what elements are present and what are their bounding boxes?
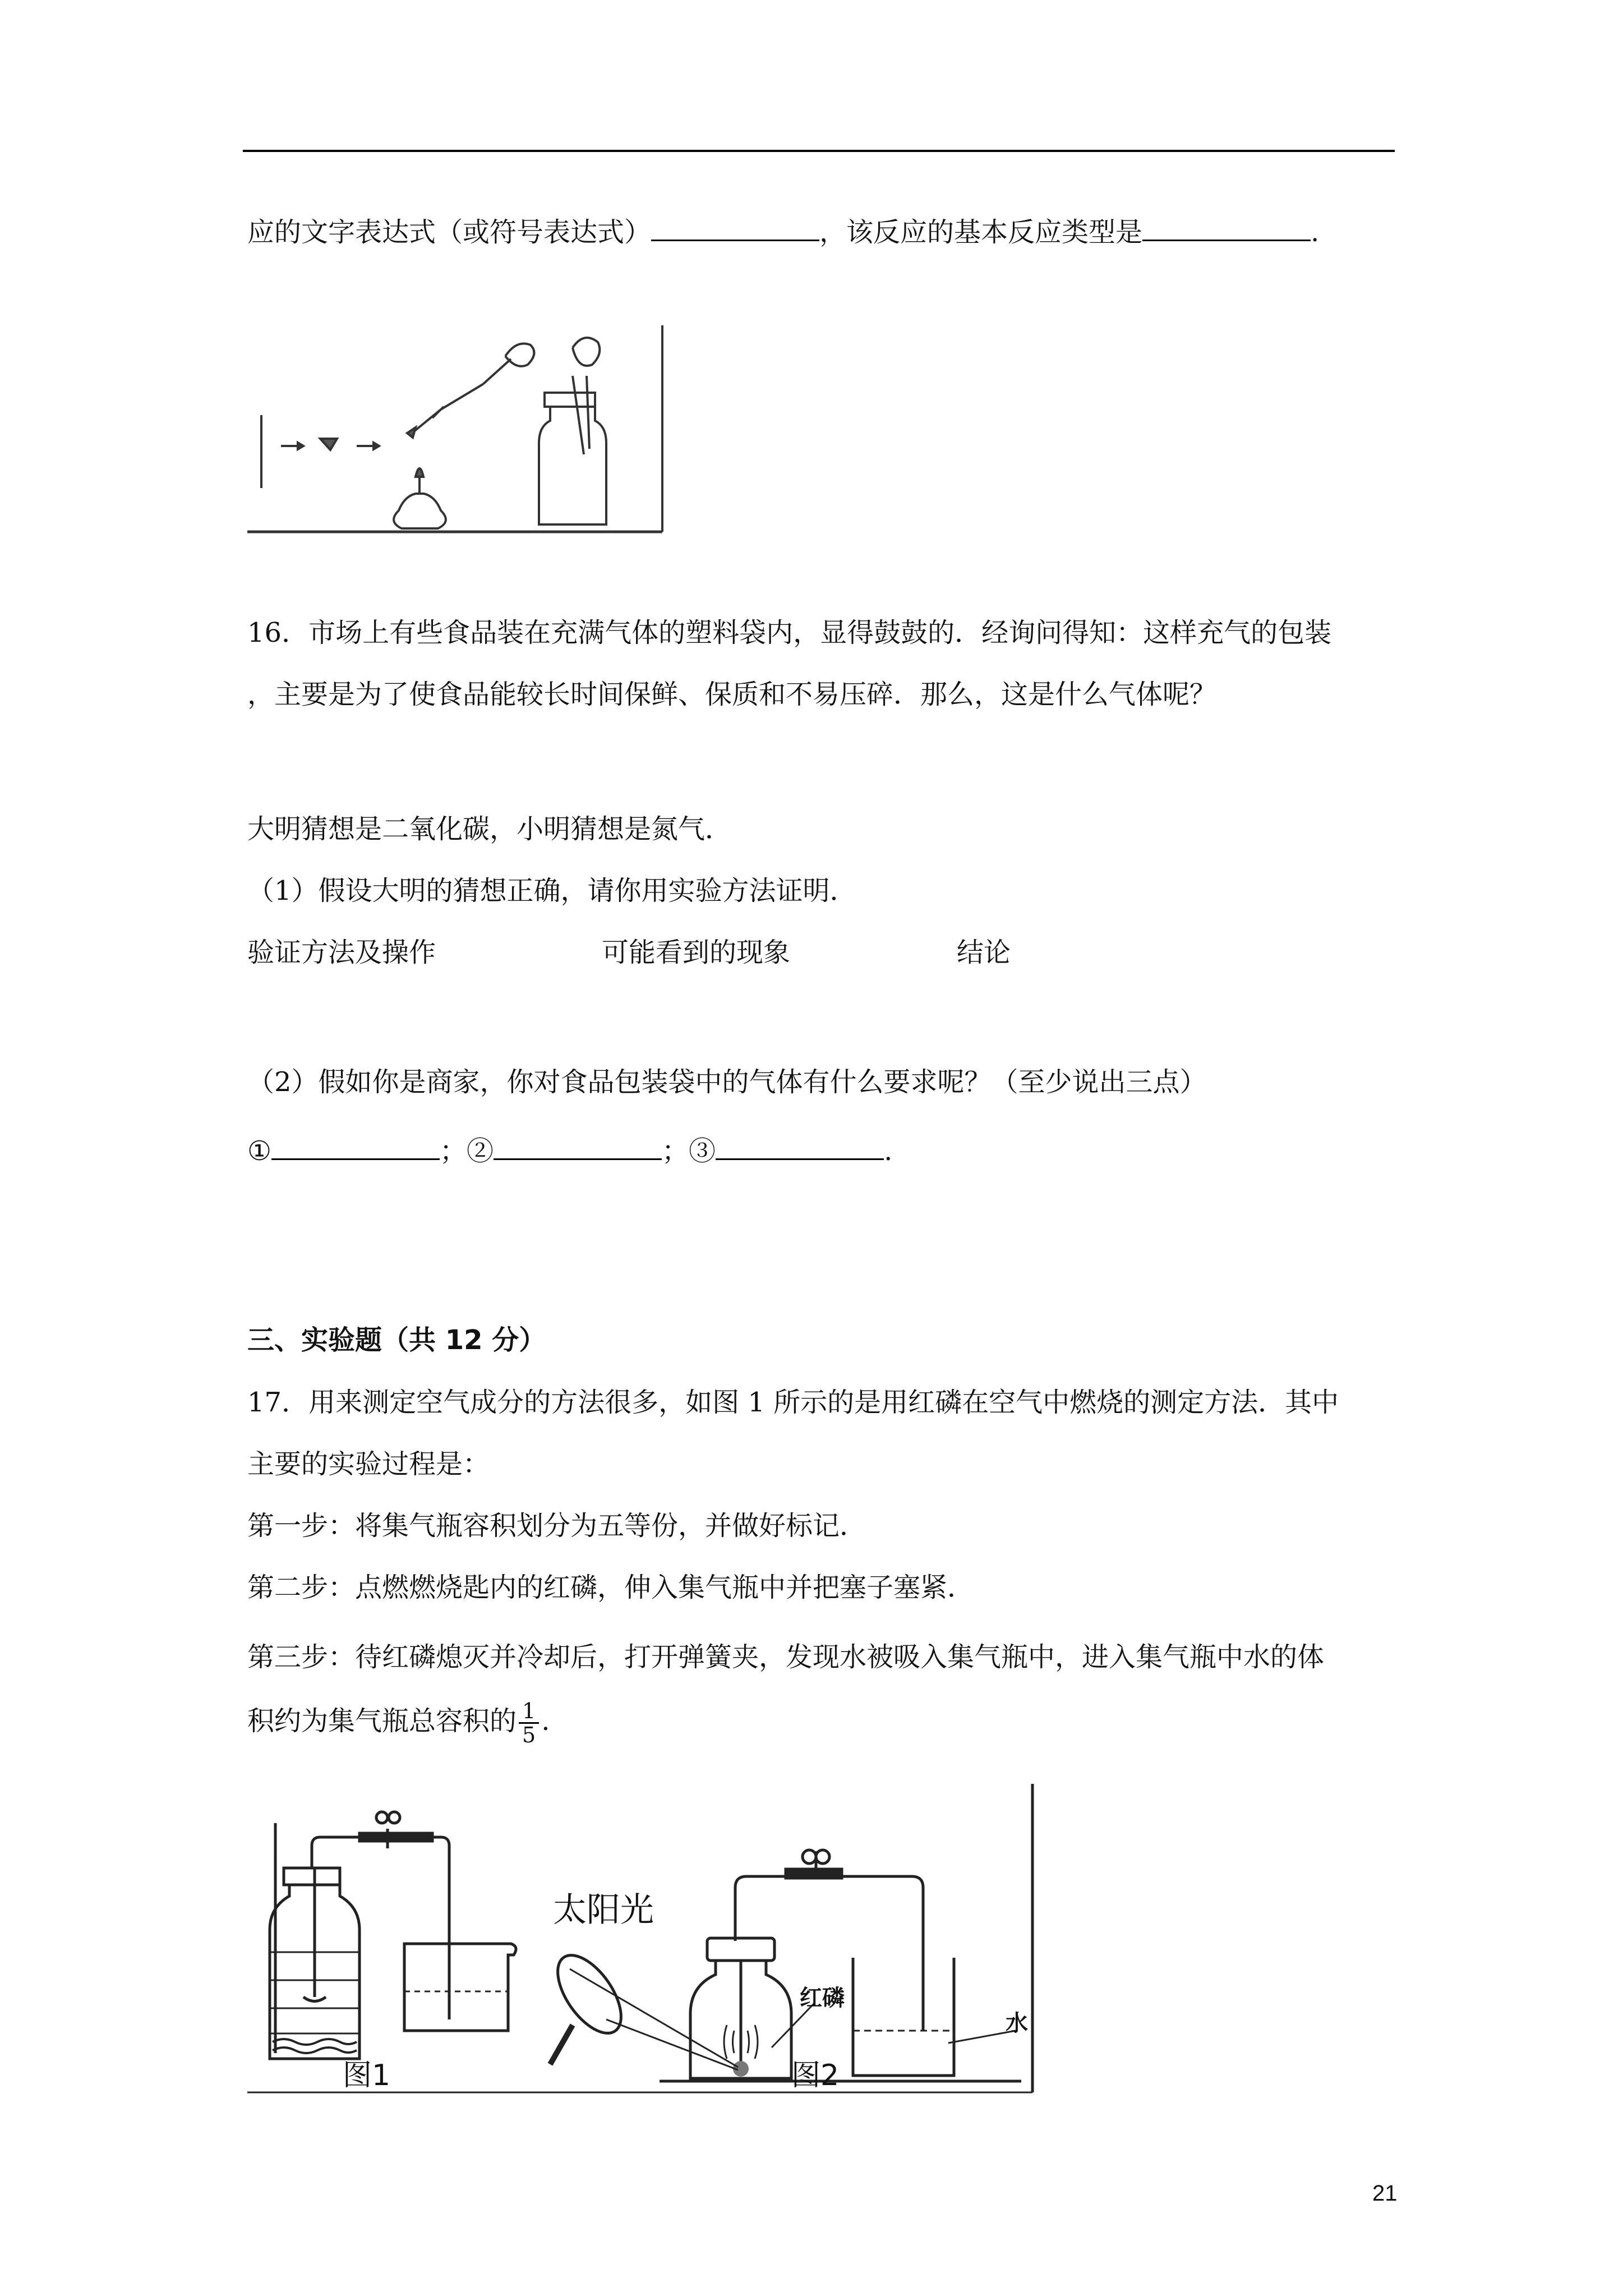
answer-end: . (884, 1135, 893, 1167)
combustion-figure (247, 325, 665, 539)
q16-line3: 大明猜想是二氧化碳，小明猜想是氮气． (247, 813, 732, 845)
fraction-one-fifth (519, 1700, 539, 1746)
q16-line4: （1）假设大明的猜想正确，请你用实验方法证明． (247, 875, 857, 907)
page-number: 21 (1372, 2181, 1398, 2206)
q17-line1: 17．用来测定空气成分的方法很多，如图 1 所示的是用红磷在空气中燃烧的测定方法．其中 (247, 1387, 1339, 1418)
q16-answer-line (247, 1133, 892, 1169)
red-phosphorus-label: 红磷 (800, 1985, 845, 2011)
q15-tail-line (247, 214, 1319, 250)
q17-line2: 主要的实验过程是： (247, 1448, 490, 1480)
answer-mark-3: ；③ (662, 1135, 716, 1167)
q16-line2: ，主要是为了使食品能较长时间保鲜、保质和不易压碎．那么，这是什么气体呢？ (247, 679, 1217, 710)
figure-2-label: 图2 (791, 2059, 840, 2092)
q17-step3: 第三步：待红磷熄灭并冷却后，打开弹簧夹，发现水被吸入集气瓶中，进入集气瓶中水的体 (247, 1641, 1325, 1673)
figure-1-label: 图1 (343, 2059, 391, 2092)
answer-blank-1[interactable] (271, 1134, 440, 1160)
q17-step3b: 积约为集气瓶总容积的 (247, 1705, 517, 1737)
q16-line5: （2）假如你是商家，你对食品包装袋中的气体有什么要求呢？（至少说出三点） (247, 1066, 1207, 1098)
q16-line1: 16．市场上有些食品装在充满气体的塑料袋内，显得鼓鼓的．经询问得知：这样充气的包装 (247, 617, 1332, 648)
table-header-phenomenon: 可能看到的现象 (602, 937, 791, 968)
q17-step3c: . (541, 1705, 550, 1737)
water-label: 水 (1006, 2010, 1028, 2036)
answer-blank-2[interactable] (494, 1134, 662, 1160)
q15-text-c: . (1311, 217, 1320, 248)
q15-text-b: ，该反应的基本反应类型是 (819, 217, 1143, 248)
answer-blank[interactable] (651, 215, 819, 241)
q17-step3b-line (247, 1700, 550, 1746)
sunlight-label: 太阳光 (553, 1890, 654, 1930)
q17-step2: 第二步：点燃燃烧匙内的红磷，伸入集气瓶中并把塞子塞紧． (247, 1572, 975, 1603)
fraction-denominator: 5 (522, 1723, 536, 1747)
q15-text-a: 应的文字表达式（或符号表达式） (247, 217, 652, 248)
fraction-numerator: 1 (519, 1700, 539, 1724)
table-header-method: 验证方法及操作 (247, 937, 436, 968)
table-header-conclusion: 结论 (957, 937, 1011, 968)
answer-blank-3[interactable] (716, 1134, 884, 1160)
answer-mark-1: ① (247, 1135, 272, 1167)
header-rule (243, 150, 1395, 152)
answer-mark-2: ；② (440, 1135, 494, 1167)
answer-blank[interactable] (1142, 215, 1311, 241)
phosphorus-experiment-figure (247, 1784, 1038, 2096)
q17-step1: 第一步：将集气瓶容积划分为五等份，并做好标记． (247, 1510, 867, 1542)
section-heading: 三、实验题（共 12 分） (247, 1324, 546, 1356)
